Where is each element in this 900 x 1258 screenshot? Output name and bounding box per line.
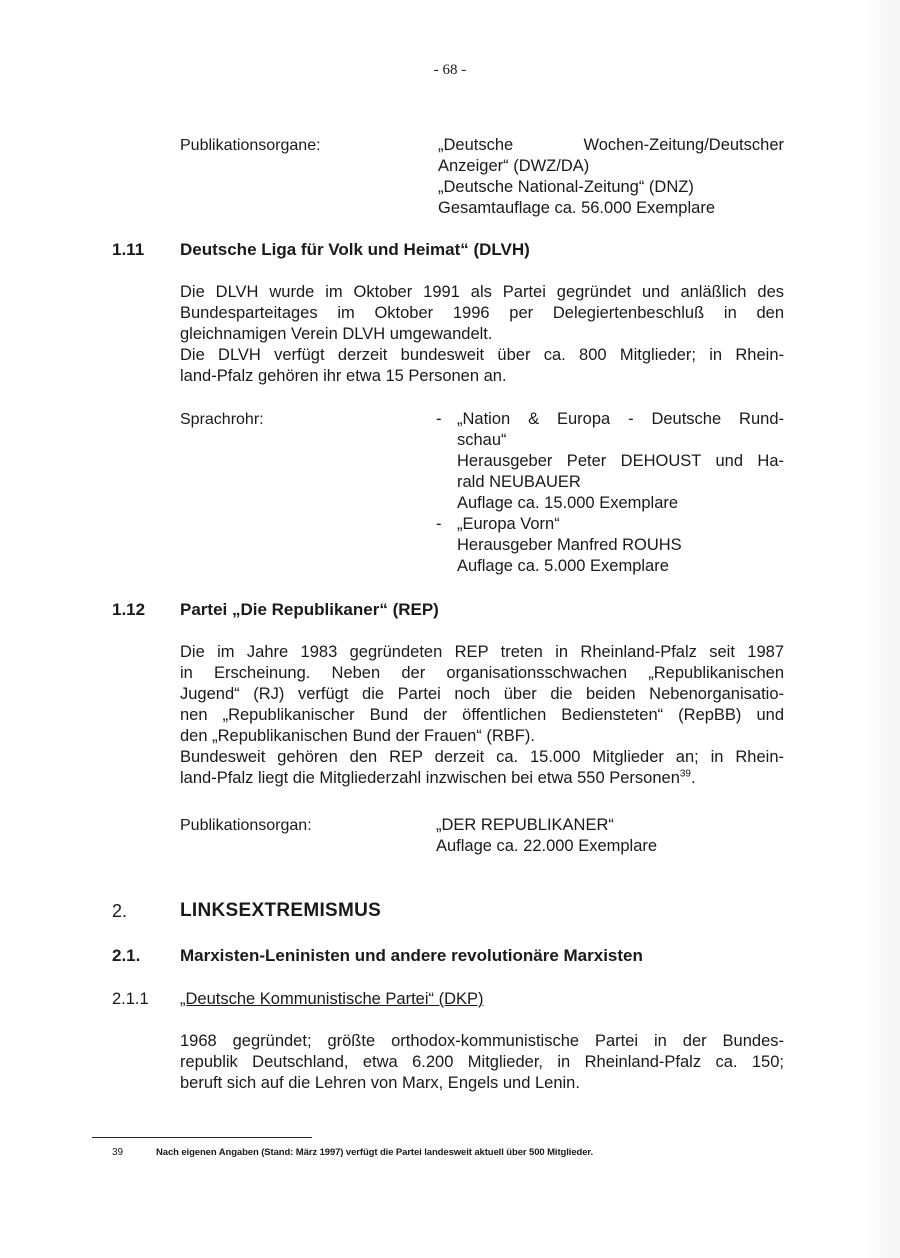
list-item-line: „Nation & Europa - Deutsche Rund-: [457, 410, 784, 428]
publication-title: „DER REPUBLIKANER“: [436, 816, 614, 834]
paragraph-line: republik Deutschland, etwa 6.200 Mitglieder, in Rheinland-Pfalz ca. 150;: [180, 1053, 784, 1071]
paragraph-line: beruft sich auf die Lehren von Marx, Engels und Lenin.: [180, 1074, 580, 1092]
paragraph-line: [180, 768, 784, 789]
subsection-number: 2.1.1: [112, 990, 149, 1008]
section-paragraph: [180, 642, 784, 789]
publication-circulation: Gesamtauflage ca. 56.000 Exemplare: [438, 199, 715, 217]
section-heading: Partei „Die Republikaner“ (REP): [180, 600, 439, 619]
sprachrohr-label: Sprachrohr:: [180, 411, 264, 428]
list-item-line: rald NEUBAUER: [457, 473, 581, 491]
paragraph-line: Bundesparteitages im Oktober 1996 per Delegiertenbeschluß in den: [180, 304, 784, 322]
publication-block: [436, 815, 657, 857]
publications-label: Publikationsorgane:: [180, 137, 321, 154]
list-bullet: -: [436, 515, 442, 533]
paragraph-line: Jugend“ (RJ) verfügt die Partei noch über die beiden Nebenorganisatio-: [180, 685, 784, 703]
paragraph-line: Bundesweit gehören den REP derzeit ca. 15.000 Mitglieder an; in Rhein-: [180, 748, 784, 766]
footnote-number: 39: [112, 1147, 124, 1158]
scan-edge-shade: [860, 0, 900, 1258]
paragraph-line: 1968 gegründet; größte orthodox-kommunistische Partei in der Bundes-: [180, 1032, 784, 1050]
section-heading: Deutsche Liga für Volk und Heimat“ (DLVH): [180, 240, 530, 259]
subsection-heading: „Deutsche Kommunistische Partei“ (DKP): [180, 990, 484, 1008]
page-number: - 68 -: [433, 62, 467, 78]
publication-line: Anzeiger“ (DWZ/DA): [438, 157, 590, 175]
section-number: 1.12: [112, 600, 146, 619]
paragraph-line: land-Pfalz gehören ihr etwa 15 Personen an.: [180, 367, 507, 385]
paragraph-line: in Erscheinung. Neben der organisationsschwachen „Republikanischen: [180, 664, 784, 682]
chapter-heading: LINKSEXTREMISMUS: [180, 900, 382, 921]
list-item: [457, 409, 784, 514]
section-heading: Marxisten-Leninisten und andere revolutionäre Marxisten: [180, 946, 643, 965]
publication-line: „Deutsche National-Zeitung“ (DNZ): [438, 178, 694, 196]
list-item-line: Herausgeber Peter DEHOUST und Ha-: [457, 452, 784, 470]
footnote-text: Nach eigenen Angaben (Stand: März 1997) verfügt die Partei landesweit aktuell über 500 Mitglieder.: [156, 1147, 593, 1158]
footnote-reference[interactable]: 39: [679, 768, 691, 780]
list-item-line: „Europa Vorn“: [457, 515, 560, 533]
list-item-line: Auflage ca. 5.000 Exemplare: [457, 557, 669, 575]
paragraph-line-end: .: [691, 769, 696, 787]
paragraph-line: Die DLVH wurde im Oktober 1991 als Partei gegründet und anläßlich des: [180, 283, 784, 301]
section-paragraph: [180, 282, 784, 387]
publications-block: [438, 135, 784, 219]
publication-label: Publikationsorgan:: [180, 817, 312, 834]
chapter-number: 2.: [112, 901, 128, 921]
list-item-line: Herausgeber Manfred ROUHS: [457, 536, 682, 554]
section-paragraph: [180, 1031, 784, 1094]
list-item-line: Auflage ca. 15.000 Exemplare: [457, 494, 679, 512]
section-number: 1.11: [112, 240, 145, 259]
paragraph-line: den „Republikanischen Bund der Frauen“ (RBF).: [180, 727, 535, 745]
section-number: 2.1.: [112, 946, 141, 965]
list-item: [457, 514, 784, 577]
paragraph-line: Die DLVH verfügt derzeit bundesweit über ca. 800 Mitglieder; in Rhein-: [180, 346, 784, 364]
publication-line: „Deutsche Wochen-Zeitung/Deutscher: [438, 136, 784, 154]
paragraph-line: nen „Republikanischer Bund der öffentlichen Bediensteten“ (RepBB) und: [180, 706, 784, 724]
publication-circulation: Auflage ca. 22.000 Exemplare: [436, 837, 658, 855]
paragraph-line: gleichnamigen Verein DLVH umgewandelt.: [180, 325, 493, 343]
list-bullet: -: [436, 410, 442, 428]
paragraph-line: Die im Jahre 1983 gegründeten REP treten in Rheinland-Pfalz seit 1987: [180, 643, 784, 661]
footnote-separator: [92, 1137, 312, 1138]
paragraph-line-text: land-Pfalz liegt die Mitgliederzahl inzwischen bei etwa 550 Personen: [180, 769, 680, 787]
list-item-line: schau“: [457, 431, 507, 449]
